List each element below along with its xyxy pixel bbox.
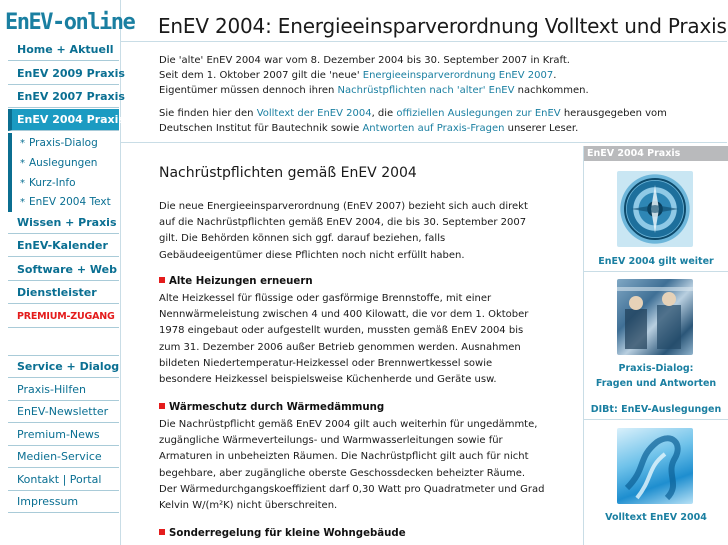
right-column-header: EnEV 2004 Praxis (584, 146, 728, 161)
section-text: Die Nachrüstpflicht gemäß EnEV 2004 gilt auch weiterhin für ungedämmte, zugängliche Wärmeverteilungs- und Warmwasserleitungen sowie für Armaturen in unbeheizten Räumen. Die Nachrüstpflicht gilt auch für nicht begehbare, aber zugängliche oberste Geschossdecken beheizter Räume. Der Wärmedurchgangskoeffizient darf 0,30 Watt pro Quadratmeter und Grad Kelvin W/(m²K) nicht überschreiten. (159, 419, 545, 512)
compass-image[interactable] (617, 171, 693, 247)
bullet-icon: * (20, 158, 25, 169)
link-enev-2004-gilt-weiter[interactable]: EnEV 2004 gilt weiter (598, 256, 714, 267)
volltext-image[interactable] (617, 428, 693, 504)
nav-enev-2007-praxis[interactable]: EnEV 2007 Praxis (8, 86, 119, 108)
nav-impressum[interactable]: Impressum (8, 491, 119, 513)
bullet-icon: * (20, 197, 25, 208)
section-title: Sonderregelung für kleine Wohngebäude (159, 528, 406, 539)
nav-premium-zugang[interactable]: PREMIUM-ZUGANG (8, 306, 119, 328)
bullet-icon: * (20, 178, 25, 189)
subnav-kurz-info[interactable]: * Kurz-Info (8, 173, 119, 193)
link-volltext-enev-2004-right[interactable]: Volltext EnEV 2004 (605, 512, 707, 523)
intro-line: Sie finden hier den Volltext der EnEV 2004, die offiziellen Auslegungen zur EnEV herausgegeben vom (159, 108, 667, 119)
section-title: Alte Heizungen erneuern (159, 276, 313, 287)
nav-praxis-hilfen[interactable]: Praxis-Hilfen (8, 379, 119, 401)
right-separator (584, 419, 728, 420)
link-praxis-dialog[interactable]: Praxis-Dialog: (618, 363, 694, 374)
nav-premium-news[interactable]: Premium-News (8, 424, 119, 446)
compass-icon (617, 171, 693, 247)
link-nachruestpflichten[interactable]: Nachrüstpflichten nach 'alter' EnEV (337, 85, 515, 96)
nav-dienstleister[interactable]: Dienstleister (8, 282, 119, 304)
right-column (583, 146, 727, 545)
nav-service-dialog[interactable]: Service + Dialog (8, 356, 119, 378)
intro-line: Die 'alte' EnEV 2004 war vom 8. Dezember 2004 bis 30. September 2007 in Kraft. (159, 55, 570, 66)
nav-software-web[interactable]: Software + Web (8, 259, 119, 281)
subnav-praxis-dialog[interactable]: * Praxis-Dialog (8, 133, 119, 153)
intro-line: Seit dem 1. Oktober 2007 gilt die 'neue' Energieeinsparverordnung EnEV 2007. (159, 70, 557, 81)
page-title: EnEV 2004: Energieeinsparverordnung Volltext und Praxis (158, 14, 727, 38)
subnav-enev-2004-text[interactable]: * EnEV 2004 Text (8, 192, 119, 212)
workers-photo-icon (617, 279, 693, 355)
link-offizielle-auslegungen[interactable]: offiziellen Auslegungen zur EnEV (396, 108, 561, 119)
section-text: Alte Heizkessel für flüssige oder gasförmige Brennstoffe, mit einer Nennwärmeleistung zwischen 4 und 400 Kilowatt, die vor dem 1. Oktober 1978 eingebaut oder aufgestellt wurden, mussten gemäß EnEV 2004 bis zum 31. Dezember 2006 außer Betrieb genommen werden. Ausnahmen bildeten Niedertemperatur-Heizkessel oder Brennwertkessel sowie besondere Heizkessel beispielsweise Küchenherde und Geräte usw. (159, 293, 529, 386)
bullet-icon: * (20, 138, 25, 149)
nav-enev-kalender[interactable]: EnEV-Kalender (8, 235, 119, 257)
nav-spacer (8, 326, 119, 356)
main-intro-text: Die neue Energieeinsparverordnung (EnEV 2007) bezieht sich auch direkt auf die Nachrüstpflichten gemäß EnEV 2004, die bis 30. September 2007 gilt. Die Behörden können sich ggf. darauf beziehen, falls Gebäudeeigentümer diese Pflichten noch nicht erfüllt haben. (159, 201, 528, 261)
helix-icon (617, 428, 693, 504)
nav-medien-service[interactable]: Medien-Service (8, 446, 119, 468)
construction-workers-image[interactable] (617, 279, 693, 355)
nav-kontakt-portal[interactable]: Kontakt | Portal (8, 469, 119, 491)
red-square-icon (159, 403, 165, 409)
nav-enev-2004-praxis[interactable]: EnEV 2004 Praxis (8, 109, 119, 131)
intro-line: Eigentümer müssen dennoch ihren Nachrüstpflichten nach 'alter' EnEV nachkommen. (159, 85, 589, 96)
nav-home-aktuell[interactable]: Home + Aktuell (8, 39, 119, 61)
main-heading: Nachrüstpflichten gemäß EnEV 2004 (159, 165, 417, 181)
link-fragen-antworten[interactable]: Fragen und Antworten (595, 378, 717, 389)
link-volltext-enev-2004[interactable]: Volltext der EnEV 2004 (256, 108, 372, 119)
link-enev-2007[interactable]: Energieeinsparverordnung EnEV 2007 (362, 70, 554, 81)
right-separator (584, 271, 728, 272)
site-logo[interactable]: EnEV-online (5, 10, 135, 35)
section-title: Wärmeschutz durch Wärmedämmung (159, 402, 384, 413)
subnav-auslegungen[interactable]: * Auslegungen (8, 153, 119, 173)
red-square-icon (159, 529, 165, 535)
intro-line: Deutschen Institut für Bautechnik sowie Antworten auf Praxis-Fragen unserer Leser. (159, 123, 579, 134)
nav-wissen-praxis[interactable]: Wissen + Praxis (8, 212, 119, 234)
nav-enev-2009-praxis[interactable]: EnEV 2009 Praxis (8, 63, 119, 85)
link-antworten-praxis-fragen[interactable]: Antworten auf Praxis-Fragen (362, 123, 505, 134)
link-dibt-auslegungen[interactable]: DIBt: EnEV-Auslegungen (590, 404, 722, 415)
nav-enev-newsletter[interactable]: EnEV-Newsletter (8, 401, 119, 423)
page-header (121, 0, 727, 42)
red-square-icon (159, 277, 165, 283)
